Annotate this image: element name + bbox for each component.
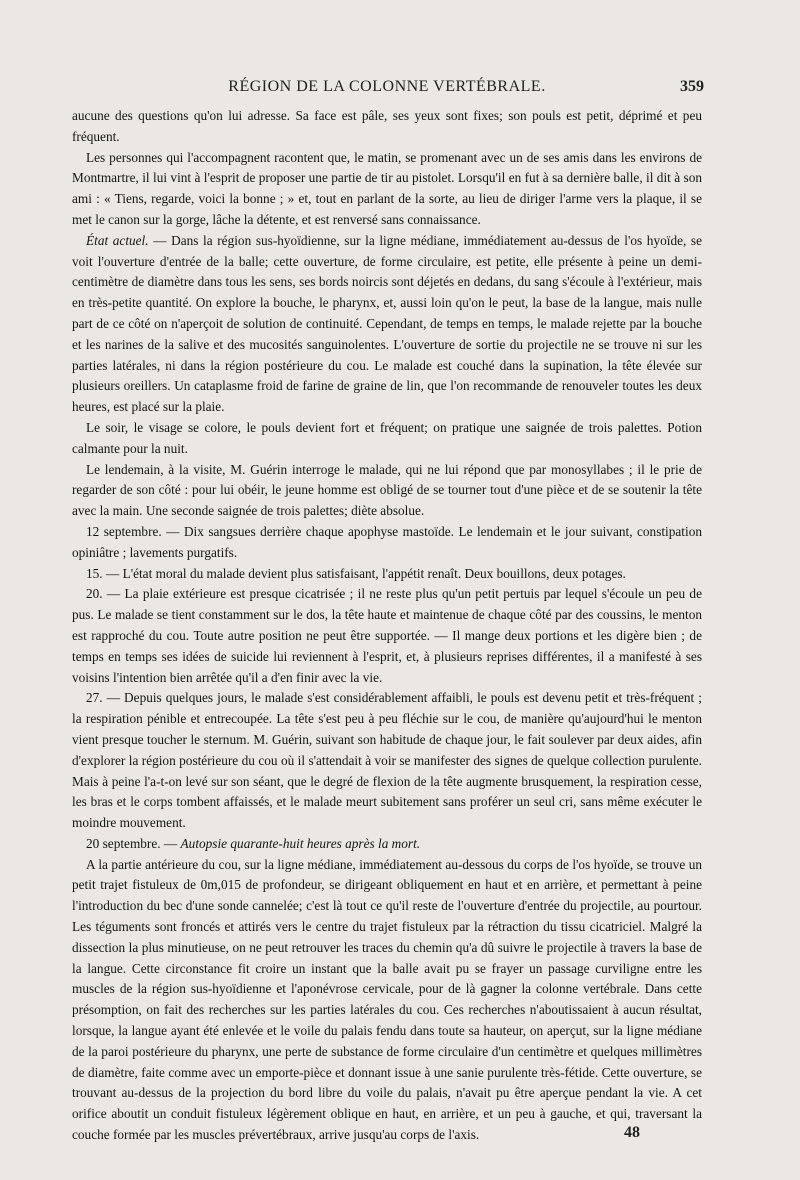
paragraph: 27. — Depuis quelques jours, le malade s'est considérablement affaibli, le pouls est devenu petit et très-fréquent ; la respiration pénible et entrecoupée. La tête s'est peu à peu fléchie sur le cou, de manière qu'aujourd'hui le menton vient presque toucher le sternum. M. Guérin, suivant son habitude de chaque jour, le fait soulever par deux aides, afin d'explorer la région postérieure du cou où il s'attendait à voir se manifester des signes de quelque collection purulente. Mais à peine l'a-t-on levé sur son séant, que le degré de flexion de la tête augmente brusquement, la respiration cesse, les bras et le corps tombent affaissés, et le malade meurt subitement sans proférer un seul cri, sans même exécuter le moindre mouvement. [72, 690, 702, 831]
signature-mark: 48 [624, 1124, 640, 1141]
paragraph [72, 834, 702, 855]
section-label: État actuel. [86, 232, 149, 248]
body-text [72, 106, 702, 1146]
paragraph: 12 septembre. — Dix sangsues derrière chaque apophyse mastoïde. Le lendemain et le jour suivant, constipation opiniâtre ; lavements purgatifs. [72, 523, 702, 560]
page-header [72, 78, 702, 102]
paragraph: Le lendemain, à la visite, M. Guérin interroge le malade, qui ne lui répond que par monosyllabes ; il le prie de regarder de son côté : pour lui obéir, le jeune homme est obligé de se tourner tout d'une pièce et de se soutenir la tête avec la main. Une seconde saignée de trois palettes; diète absolue. [72, 461, 702, 519]
paragraph: 20. — La plaie extérieure est presque cicatrisée ; il ne reste plus qu'un petit pertuis par lequel s'écoule un peu de pus. Le malade se tient constamment sur le dos, la tête haute et maintenue de chaque côté par des coussins, le menton est rapproché du cou. Toute autre position ne peut être supportée. — Il mange deux portions et les digère bien ; de temps en temps ses idées de suicide lui reviennent à l'esprit, et, à plusieurs reprises différentes, il a manifesté à ses voisins l'intention bien arrêtée qu'il a d'en finir avec la vie. [72, 586, 702, 685]
paragraph: aucune des questions qu'on lui adresse. Sa face est pâle, ses yeux sont fixes; son pouls est petit, déprimé et peu fréquent. [72, 108, 702, 144]
paragraph-text: — Dans la région sus-hyoïdienne, sur la ligne médiane, immédiatement au-dessus de l'os hyoïde, se voit l'ouverture d'entrée de la balle; cette ouverture, de forme circulaire, est petite, elle présente à peine un demi-centimètre de diamètre dans tous les sens, ses bords noircis sont déjetés en dedans, du sang s'écoule à l'extérieur, mais en très-petite quantité. On explore la bouche, le pharynx, et, aussi loin qu'on le peut, la base de la langue, mais nulle part de ce côté on n'aperçoit de solution de continuité. Cependant, de temps en temps, le malade rejette par la bouche et les narines de la salive et des mucosités sanguinolentes. L'ouverture de sortie du projectile ne se trouve ni sur les parties latérales, ni dans la région postérieure du cou. Le malade est couché dans la supination, la tête élevée sur plusieurs oreillers. Un cataplasme froid de farine de graine de lin, que l'on recommande de renouveler toutes les deux heures, est placé sur la plaie. [72, 232, 703, 415]
paragraph: Les personnes qui l'accompagnent racontent que, le matin, se promenant avec un de ses amis dans les environs de Montmartre, il lui vint à l'esprit de proposer une partie de tir au pistolet. Lorsqu'il en fut à sa dernière balle, il dit à son ami : « Tiens, regarde, voici la bonne ; » et, tout en parlant de la sorte, au lieu de diriger l'arme vers la plaque, il se met le canon sur la gorge, lâche la détente, et est renversé sans connaissance. [72, 149, 702, 227]
paragraph [72, 231, 702, 418]
paragraph: A la partie antérieure du cou, sur la ligne médiane, immédiatement au-dessous du corps de l'os hyoïde, se trouve un petit trajet fistuleux de 0m,015 de profondeur, se dirigeant obliquement en haut et en arrière, et permettant à peine l'introduction du bec d'une sonde cannelée; c'est là tout ce qu'il reste de l'ouverture d'entrée du projectile, au pourtour. Les téguments sont froncés et attirés vers le centre du trajet fistuleux par la rétraction du tissu cicatriciel. Malgré la dissection la plus minutieuse, on ne peut retrouver les traces du chemin qu'a dû suivre le projectile à travers la base de la langue. Cette circonstance fit croire un instant que la balle avait pu se frayer un passage curviligne entre les muscles de la région sus-hyoïdienne et l'aponévrose cervicale, pour de là gagner la colonne vertébrale. Dans cette présomption, on fait des recherches sur les parties latérales du cou. Ces recherches n'aboutissaient à aucun résultat, lorsque, la langue ayant été enlevée et le voile du palais fendu dans toute sa hauteur, on aperçut, sur la ligne médiane de la paroi postérieure du pharynx, une perte de substance de forme circulaire d'un centimètre et quelques millimètres de diamètre, faite comme avec un emporte-pièce et donnant issue à une sanie purulente très-fétide. Cette ouverture, se trouvant au-dessus de la projection du bord libre du voile du palais, n'avait pu être aperçue pendant la vie. A cet orifice aboutit un conduit fistuleux légèrement oblique en haut, en arrière, et un peu à gauche, et qui, traversant la couche formée par les muscles prévertébraux, arrive jusqu'au corps de l'axis. [72, 856, 702, 1143]
date-label: 20 septembre. — [86, 835, 181, 851]
running-title: RÉGION DE LA COLONNE VERTÉBRALE. [228, 78, 546, 95]
paragraph: Le soir, le visage se colore, le pouls devient fort et fréquent; on pratique une saignée de trois palettes. Potion calmante pour la nuit. [72, 419, 702, 456]
page-number: 359 [680, 78, 704, 95]
section-label: Autopsie quarante-huit heures après la mort. [180, 835, 421, 851]
paragraph: 15. — L'état moral du malade devient plus satisfaisant, l'appétit renaît. Deux bouillons, deux potages. [86, 565, 626, 581]
